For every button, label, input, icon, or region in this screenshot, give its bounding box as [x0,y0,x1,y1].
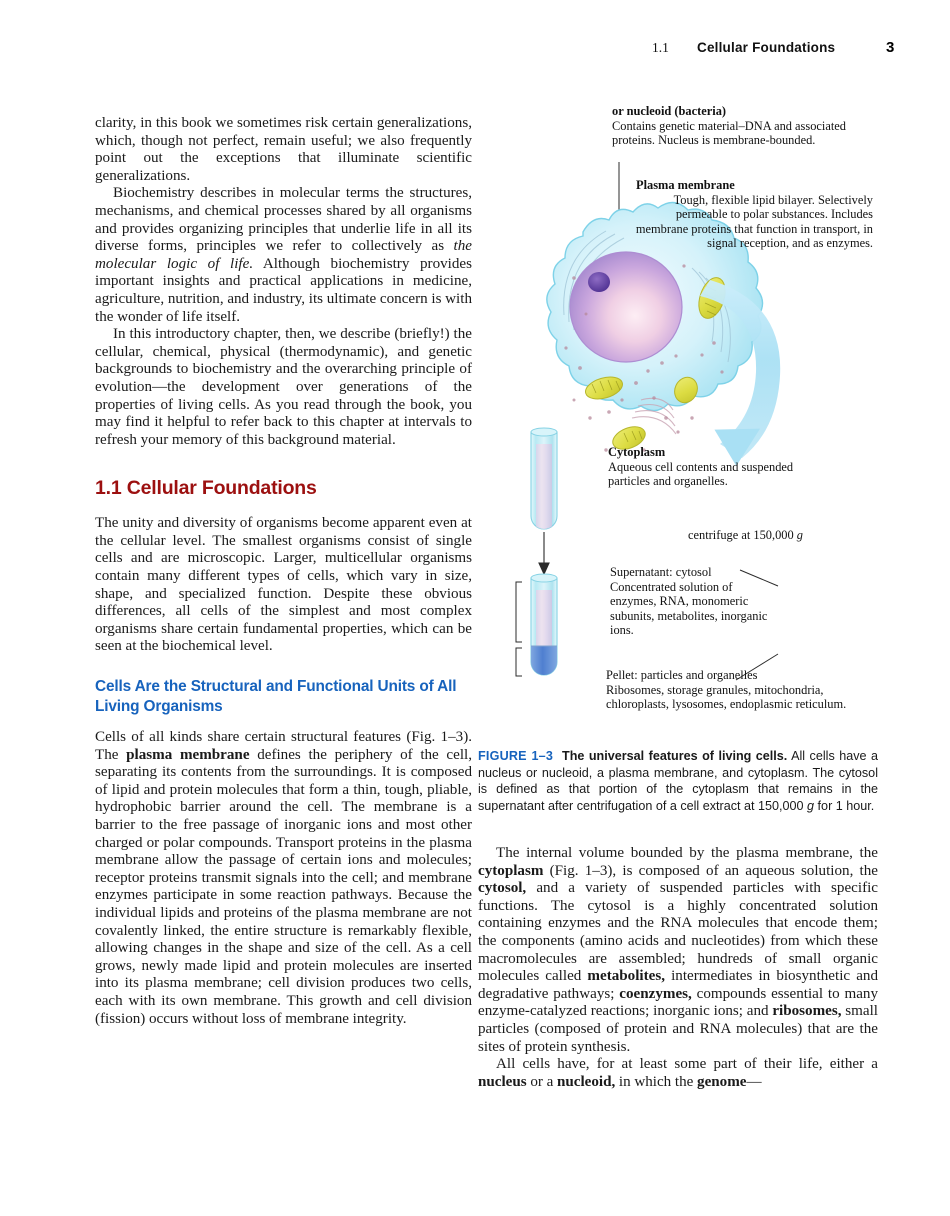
test-tube-extract [531,428,557,532]
spacer [95,717,472,729]
bold-coenzymes: coenzymes, [619,985,692,1002]
spacer [95,449,472,477]
italic-molecular-logic: the molecular logic of life. [95,238,472,272]
paragraph-cells-all-kinds: Cells of all kinds share certain structural features (Fig. 1–3). The plasma membrane defines the periphery of the cell, separating its contents from the surroundings. It is composed of lipid and protein molecules that form a thin, tough, pliable, hydrophobic barrier around the cell. The membrane is a barrier to the free passage of inorganic ions and most other charged or polar compounds. Transport proteins in the plasma membrane allow the passage of certain ions and molecules; receptor proteins transmit signals into the cell; and membrane enzymes participate in some reaction pathways. Because the individual lipids and proteins of the plasma membrane are not covalently linked, the entire structure is remarkably flexible, allowing changes in the shape and size of the cell. As a cell grows, newly made lipid and protein molecules are inserted into its plasma membrane; cell division produces two cells, each with its own membrane. This growth and cell division (fission) occurs without loss of membrane integrity. [95,729,472,1027]
figure-label-centrifuge-step [658,528,833,543]
figure-label-cytoplasm [608,445,808,489]
spacer [95,656,472,677]
figure-caption-text-a: All cells have a nucleus or nucleoid, a plasma membrane, and cytoplasm. The cytosol is defined as that portion of the cytoplasm that remains in the supernatant after centrifugation of a cell extract at 150,000 [478,749,878,813]
running-head-section-title: Cellular Foundations [697,40,836,55]
figure-caption-title: The universal features of living cells. [562,749,788,763]
page-number: 3 [886,39,895,56]
figure-label-plasma-body: Tough, flexible lipid bilayer. Selectively permeable to polar substances. Includes membrane proteins that function in transport, in signal reception, and as enzymes. [635,192,873,251]
supernatant-layer [536,590,552,646]
subheading-cells-are-structural-functional-units: Cells Are the Structural and Functional Units of All Living Organisms [95,678,457,716]
figure-label-pellet [606,668,868,712]
bold-nucleus: nucleus [478,1073,527,1090]
figure-label-cytoplasm-heading: Cytoplasm [608,445,666,459]
figure-label-pellet-heading: Pellet: particles and organelles [606,668,758,682]
bold-cytosol: cytosol, [478,880,527,897]
section-heading-cellular-foundations: 1.1 Cellular Foundations [95,477,317,500]
test-tube-after-centrifugation [531,574,557,678]
left-text-column [95,115,472,1028]
figure-label-pellet-body: Ribosomes, storage granules, mitochondria, chloroplasts, lysosomes, endoplasmic reticulum. [606,682,847,712]
pellet-layer [531,646,557,678]
figure-label-nucleus-heading: or nucleoid (bacteria) [612,104,727,118]
running-head-section-number: 1.1 [652,40,669,55]
figure-label-nucleus [612,104,857,148]
right-text-column [478,845,878,1091]
figure-caption-label: FIGURE 1–3 [478,749,554,763]
bold-ribosomes: ribosomes, [772,1003,842,1020]
bold-metabolites: metabolites, [587,968,665,985]
paragraph-biochemistry-describes: Biochemistry describes in molecular terms the structures, mechanisms, and chemical processes shared by all organisms and provides organizing principles that underlie life in all its diverse forms, principles we refer to collectively as the molecular logic of life. Although biochemistry provides important insights and practical applications in medicine, agriculture, nutrition, and industry, its ultimate concern is with the wonder of life itself. [95,185,472,325]
nucleolus [588,272,610,292]
figure-label-supernatant-heading: Supernatant: cytosol [610,565,712,579]
paragraph-unity-diversity: The unity and diversity of organisms become apparent even at the cellular level. The smallest organisms consist of single cells and are microscopic. Larger, multicellular organisms contain many different types of cells, which vary in size, shape, and specialized function. Despite these obvious differences, all cells of the simplest and most complex organisms share certain fundamental properties, which can be seen at the biochemical level. [95,515,472,655]
figure-label-cytoplasm-body: Aqueous cell contents and suspended particles and organelles. [608,459,794,489]
figure-label-nucleus-body: Contains genetic material–DNA and associated proteins. Nucleus is membrane-bounded. [612,118,846,148]
centrifuge-g-symbol: g [796,528,803,542]
bracket-supernatant [516,582,522,642]
spacer [95,500,472,515]
figure-1-3-illustration [478,100,878,735]
bold-nucleoid: nucleoid, [556,1073,616,1090]
figure-label-plasma-membrane [628,178,873,251]
paragraph-all-cells-have: All cells have, for at least some part of their life, either a nucleus or a nucleoid, in which the genome— [478,1056,878,1090]
bracket-pellet [516,648,522,676]
centrifuge-text: centrifuge at 150,000 [688,528,797,542]
figure-label-plasma-heading: Plasma membrane [636,178,735,192]
figure-caption-text-b: for 1 hour. [814,798,875,813]
fraction-brackets [516,582,522,676]
figure-caption-g-symbol: g [807,798,815,813]
paragraph-introductory-chapter: In this introductory chapter, then, we describe (briefly!) the cellular, chemical, physical (thermodynamic), and genetic backgrounds to biochemistry and the overarching principle of evolution—the development over generations of the properties of living cells. As you read through the book, you may find it helpful to refer back to this chapter at intervals to refresh your memory of this background material. [95,326,472,448]
leader-cytoplasm [573,430,606,453]
paragraph-internal-volume: The internal volume bounded by the plasma membrane, the cytoplasm (Fig. 1–3), is composed of an aqueous solution, the cytosol, and a variety of suspended particles with specific functions. The cytosol is a highly concentrated solution containing enzymes and the RNA molecules that encode them; the components (amino acids and nucleotides) from which these macromolecules are assembled; hundreds of small organic molecules called metabolites, intermediates in biosynthetic and degradative pathways; coenzymes, compounds essential to many enzyme-catalyzed reactions; inorganic ions; and ribosomes, small particles (composed of protein and RNA molecules) that are the sites of protein synthesis. [478,845,879,1055]
paragraph-clarity: clarity, in this book we sometimes risk certain generalizations, which, though not perfect, remain useful; we also frequently point out the exceptions that illuminate scientific generalizations. [95,115,472,184]
bold-genome: genome [697,1073,747,1090]
figure-label-supernatant-body: Concentrated solution of enzymes, RNA, monomeric subunits, metabolites, inorganic ions. [610,579,768,638]
figure-caption [478,748,878,814]
bold-plasma-membrane: plasma membrane [126,746,250,763]
figure-label-supernatant [610,565,780,638]
bold-cytoplasm: cytoplasm [478,862,544,879]
nucleus [570,252,682,362]
centrifuge-arrow [539,532,549,574]
running-head [0,40,950,62]
